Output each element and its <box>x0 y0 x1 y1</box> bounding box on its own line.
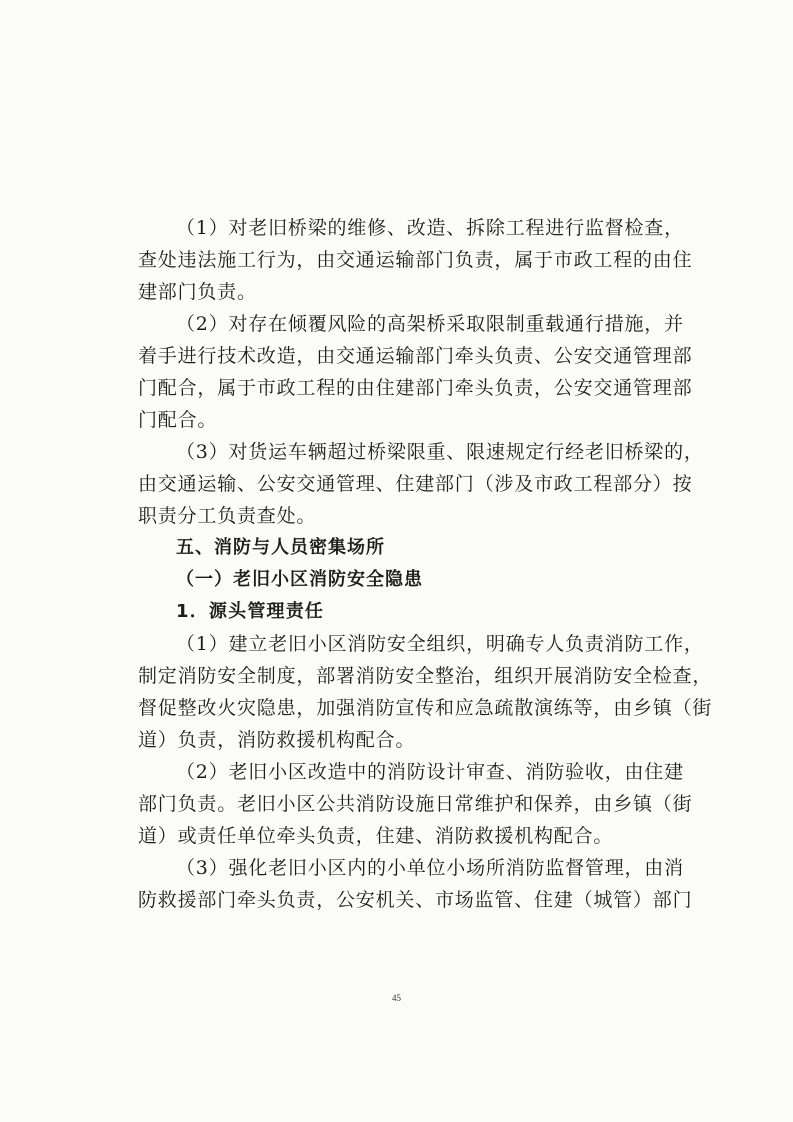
paragraph-line: 查处违法施工行为，由交通运输部门负责，属于市政工程的由住 <box>138 249 693 271</box>
page-number: 45 <box>392 993 401 1003</box>
paragraph-line: 由交通运输、公安交通管理、住建部门（涉及市政工程部分）按 <box>138 473 693 495</box>
paragraph-line: 建部门负责。 <box>138 281 257 303</box>
paragraph-line: （3）对货运车辆超过桥梁限重、限速规定行经老旧桥梁的， <box>176 441 704 463</box>
paragraph-line: 门配合，属于市政工程的由住建部门牵头负责，公安交通管理部 <box>138 377 693 399</box>
paragraph-line: 督促整改火灾隐患，加强消防宣传和应急疏散演练等，由乡镇（街 <box>138 697 713 719</box>
paragraph-line: 着手进行技术改造，由交通运输部门牵头负责、公安交通管理部 <box>138 345 693 367</box>
paragraph-line: （2）对存在倾覆风险的高架桥采取限制重载通行措施，并 <box>176 313 684 335</box>
subsection-heading: （一）老旧小区消防安全隐患 <box>176 569 423 590</box>
paragraph-line: 防救援部门牵头负责，公安机关、市场监管、住建（城管）部门 <box>138 889 693 911</box>
paragraph-line: 部门负责。老旧小区公共消防设施日常维护和保养，由乡镇（街 <box>138 793 693 815</box>
document-body <box>138 212 713 916</box>
paragraph-line: 制定消防安全制度，部署消防安全整治，组织开展消防安全检查， <box>138 665 713 687</box>
paragraph-line: 职责分工负责查处。 <box>138 505 317 527</box>
paragraph-line: 门配合。 <box>138 409 218 431</box>
paragraph-line: （2）老旧小区改造中的消防设计审查、消防验收，由住建 <box>176 761 684 783</box>
item-heading: 1．源头管理责任 <box>176 601 325 622</box>
paragraph-line: 道）负责，消防救援机构配合。 <box>138 729 416 751</box>
paragraph-line: （1）建立老旧小区消防安全组织，明确专人负责消防工作， <box>176 633 704 655</box>
section-heading: 五、消防与人员密集场所 <box>176 537 385 558</box>
paragraph-line: 道）或责任单位牵头负责，住建、消防救援机构配合。 <box>138 825 614 847</box>
paragraph-line: （3）强化老旧小区内的小单位小场所消防监督管理，由消 <box>176 857 684 879</box>
paragraph-line: （1）对老旧桥梁的维修、改造、拆除工程进行监督检查， <box>176 217 684 239</box>
